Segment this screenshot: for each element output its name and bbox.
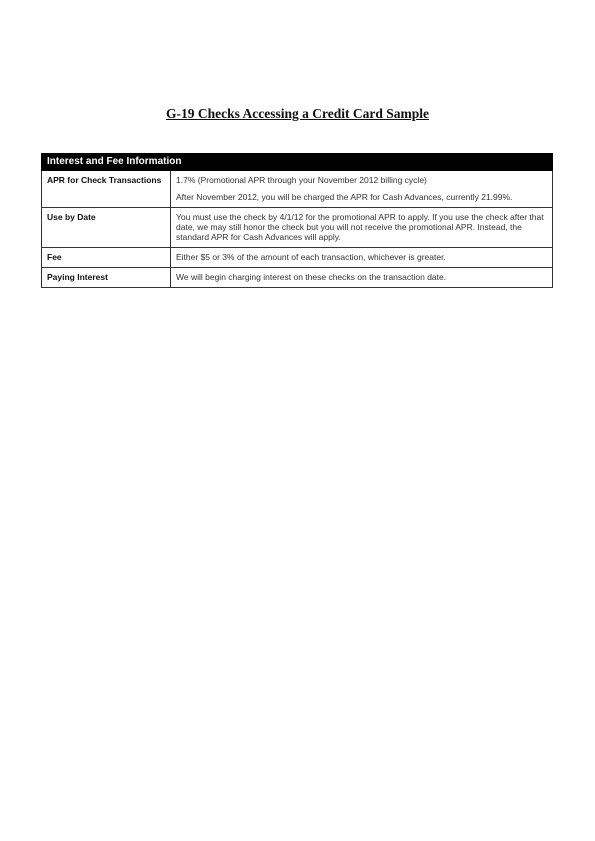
row-value (171, 171, 553, 208)
row-paragraph: You must use the check by 4/1/12 for the promotional APR to apply. If you use the check after that date, we may still honor the check but you will not receive the promotional APR. Instead, the standard APR for Cash Advances will apply. (176, 212, 544, 242)
table-row-apr-check-transactions (42, 171, 553, 208)
row-value (171, 268, 553, 288)
page-title: G-19 Checks Accessing a Credit Card Sample (166, 106, 429, 121)
row-label: APR for Check Transactions (42, 171, 171, 208)
table-header-row (42, 154, 553, 171)
row-label: Use by Date (42, 208, 171, 248)
row-label: Paying Interest (42, 268, 171, 288)
row-paragraph: Either $5 or 3% of the amount of each transaction, whichever is greater. (176, 252, 446, 262)
table-header: Interest and Fee Information (42, 154, 553, 171)
table-row-use-by-date (42, 208, 553, 248)
interest-fee-table (41, 153, 553, 288)
row-value (171, 208, 553, 248)
table-row-paying-interest (42, 268, 553, 288)
row-paragraph: We will begin charging interest on these checks on the transaction date. (176, 272, 447, 282)
row-paragraph: 1.7% (Promotional APR through your November 2012 billing cycle) (176, 175, 427, 185)
row-label: Fee (42, 248, 171, 268)
row-paragraph: After November 2012, you will be charged the APR for Cash Advances, currently 21.99%. (176, 192, 513, 202)
row-value (171, 248, 553, 268)
table-row-fee (42, 248, 553, 268)
